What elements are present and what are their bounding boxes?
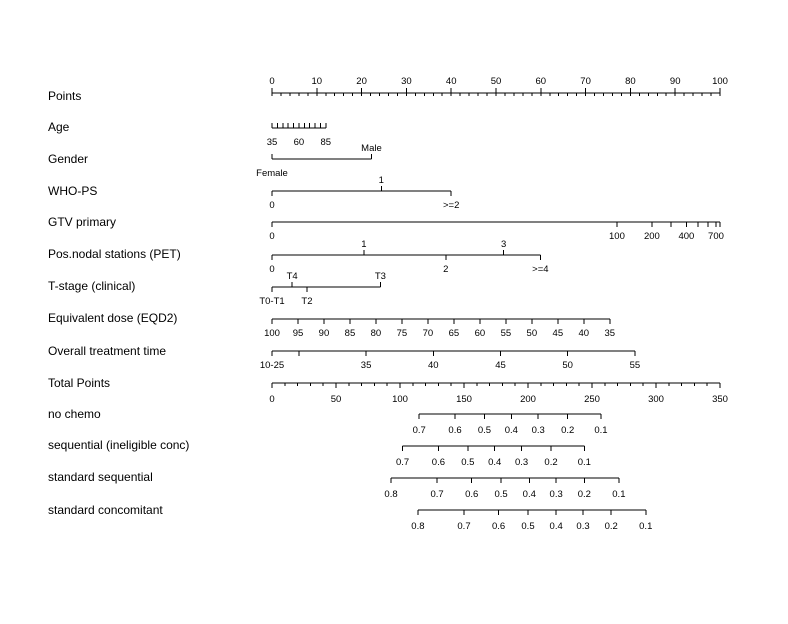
points-tick-label: 60 (535, 76, 547, 87)
equivalent-dose-eqd2-tick-label: 50 (526, 328, 538, 339)
points-tick-label: 90 (669, 76, 681, 87)
total-points-tick-label: 250 (584, 394, 600, 405)
no-chemo-tick-label: 0.7 (412, 425, 426, 436)
gtv-primary-tick-label: 700 (708, 231, 724, 242)
standard-concomitant-tick-label: 0.1 (639, 521, 653, 532)
standard-concomitant-tick-label: 0.8 (411, 521, 425, 532)
who-ps-tick-label: 1 (378, 175, 384, 186)
row-label-gtv-primary: GTV primary (48, 215, 117, 229)
sequential-ineligible-conc-tick-label: 0.5 (461, 457, 475, 468)
total-points-tick-label: 50 (330, 394, 342, 405)
gtv-primary-tick-label: 100 (609, 231, 625, 242)
row-label-sequential-ineligible-conc: sequential (ineligible conc) (48, 438, 190, 452)
standard-concomitant-tick-label: 0.3 (576, 521, 590, 532)
no-chemo-tick-label: 0.6 (448, 425, 462, 436)
row-label-points: Points (48, 89, 82, 103)
t-stage-clinical-tick-label: T0-T1 (259, 296, 285, 307)
points-tick-label: 70 (580, 76, 591, 87)
equivalent-dose-eqd2-tick-label: 80 (370, 328, 382, 339)
no-chemo-tick-label: 0.2 (561, 425, 575, 436)
who-ps-tick-label: 0 (269, 200, 275, 211)
row-label-gender: Gender (48, 152, 89, 166)
sequential-ineligible-conc-tick-label: 0.7 (395, 457, 410, 468)
standard-sequential-tick-label: 0.8 (384, 489, 398, 500)
equivalent-dose-eqd2-tick-label: 65 (448, 328, 460, 339)
who-ps-tick-label: >=2 (443, 200, 460, 211)
age-tick-label: 60 (293, 137, 305, 148)
gender-tick-label: Male (361, 143, 382, 154)
standard-sequential-tick-label: 0.2 (577, 489, 591, 500)
standard-concomitant-tick-label: 0.4 (549, 521, 563, 532)
overall-treatment-time-tick-label: 40 (427, 360, 439, 371)
equivalent-dose-eqd2-tick-label: 45 (552, 328, 564, 339)
pos-nodal-stations-pet-tick-label: 2 (443, 264, 449, 275)
t-stage-clinical-tick-label: T4 (286, 271, 298, 282)
standard-sequential-tick-label: 0.5 (494, 489, 508, 500)
equivalent-dose-eqd2-tick-label: 95 (292, 328, 304, 339)
points-tick-label: 30 (401, 76, 412, 87)
row-label-who-ps: WHO-PS (48, 184, 98, 198)
points-tick-label: 100 (712, 76, 728, 87)
total-points-tick-label: 0 (269, 394, 275, 405)
row-label-age: Age (48, 120, 70, 134)
standard-sequential-tick-label: 0.6 (465, 489, 479, 500)
overall-treatment-time-tick-label: 55 (629, 360, 641, 371)
pos-nodal-stations-pet-tick-label: 1 (361, 239, 367, 250)
points-tick-label: 10 (311, 76, 323, 87)
total-points-tick-label: 300 (648, 394, 664, 405)
total-points-tick-label: 200 (520, 394, 536, 405)
points-tick-label: 0 (269, 76, 275, 87)
sequential-ineligible-conc-tick-label: 0.3 (514, 457, 529, 468)
t-stage-clinical-tick-label: T2 (301, 296, 313, 307)
standard-sequential-tick-label: 0.4 (522, 489, 536, 500)
standard-concomitant-tick-label: 0.6 (491, 521, 506, 532)
no-chemo-tick-label: 0.3 (531, 425, 545, 436)
equivalent-dose-eqd2-tick-label: 35 (604, 328, 616, 339)
total-points-tick-label: 100 (392, 394, 408, 405)
standard-sequential-tick-label: 0.3 (549, 489, 563, 500)
age-tick-label: 35 (266, 137, 278, 148)
standard-sequential-tick-label: 0.7 (430, 489, 444, 500)
overall-treatment-time-tick-label: 50 (562, 360, 573, 371)
pos-nodal-stations-pet-tick-label: 0 (269, 264, 275, 275)
total-points-tick-label: 150 (456, 394, 472, 405)
row-label-t-stage-clinical: T-stage (clinical) (48, 279, 136, 293)
equivalent-dose-eqd2-tick-label: 85 (344, 328, 356, 339)
equivalent-dose-eqd2-tick-label: 90 (318, 328, 330, 339)
row-label-standard-concomitant: standard concomitant (48, 503, 163, 517)
equivalent-dose-eqd2-tick-label: 60 (474, 328, 486, 339)
standard-concomitant-tick-label: 0.7 (457, 521, 471, 532)
gender-tick-label: Female (256, 168, 288, 179)
points-tick-label: 80 (625, 76, 636, 87)
sequential-ineligible-conc-tick-label: 0.1 (577, 457, 591, 468)
gtv-primary-tick-label: 400 (678, 231, 695, 242)
sequential-ineligible-conc-tick-label: 0.6 (431, 457, 446, 468)
row-label-overall-treatment-time: Overall treatment time (48, 344, 167, 358)
t-stage-clinical-tick-label: T3 (374, 271, 386, 282)
overall-treatment-time-tick-label: 45 (495, 360, 506, 371)
overall-treatment-time-tick-label: 10-25 (259, 360, 285, 371)
equivalent-dose-eqd2-tick-label: 40 (578, 328, 590, 339)
points-tick-label: 20 (356, 76, 367, 87)
sequential-ineligible-conc-tick-label: 0.4 (488, 457, 502, 468)
row-label-no-chemo: no chemo (48, 407, 101, 421)
row-label-pos-nodal-stations-pet: Pos.nodal stations (PET) (48, 247, 181, 261)
equivalent-dose-eqd2-tick-label: 100 (264, 328, 280, 339)
overall-treatment-time-tick-label: 35 (360, 360, 372, 371)
equivalent-dose-eqd2-tick-label: 75 (396, 328, 408, 339)
sequential-ineligible-conc-tick-label: 0.2 (544, 457, 558, 468)
pos-nodal-stations-pet-tick-label: 3 (500, 239, 507, 250)
equivalent-dose-eqd2-tick-label: 70 (422, 328, 434, 339)
total-points-tick-label: 350 (712, 394, 728, 405)
gtv-primary-tick-label: 200 (643, 231, 660, 242)
no-chemo-tick-label: 0.5 (477, 425, 492, 436)
pos-nodal-stations-pet-tick-label: >=4 (532, 264, 549, 275)
row-label-standard-sequential: standard sequential (48, 470, 153, 484)
equivalent-dose-eqd2-tick-label: 55 (500, 328, 512, 339)
no-chemo-tick-label: 0.1 (594, 425, 608, 436)
nomogram-layer (48, 76, 728, 532)
gtv-primary-tick-label: 0 (269, 231, 275, 242)
standard-concomitant-tick-label: 0.5 (521, 521, 535, 532)
no-chemo-tick-label: 0.4 (504, 425, 518, 436)
row-label-total-points: Total Points (48, 376, 111, 390)
points-tick-label: 40 (445, 76, 457, 87)
row-label-equivalent-dose-eqd2: Equivalent dose (EQD2) (48, 311, 178, 325)
points-tick-label: 50 (490, 76, 502, 87)
standard-sequential-tick-label: 0.1 (612, 489, 626, 500)
standard-concomitant-tick-label: 0.2 (604, 521, 618, 532)
age-tick-label: 85 (320, 137, 332, 148)
